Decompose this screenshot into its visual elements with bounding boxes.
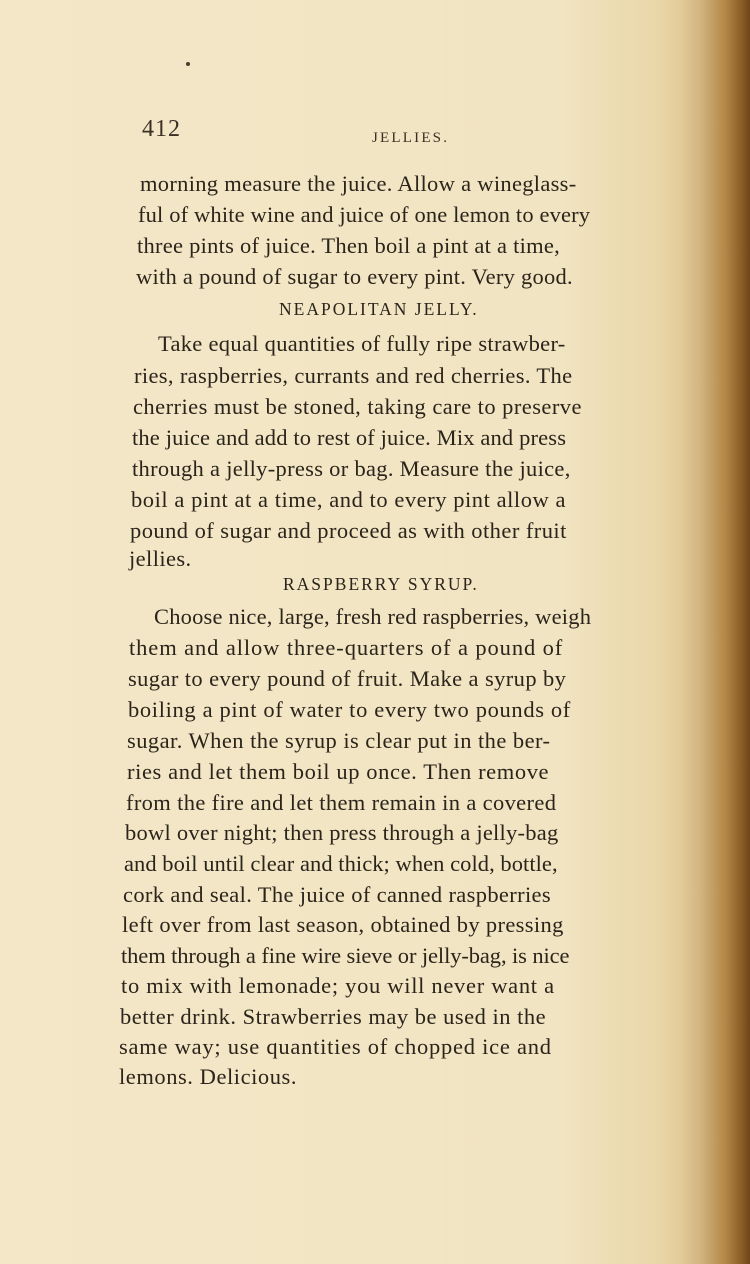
body-line: jellies.: [129, 546, 192, 571]
body-line: ries and let them boil up once. Then remove: [127, 759, 550, 784]
body-line: left over from last season, obtained by pressing: [122, 912, 564, 937]
body-line: from the fire and let them remain in a covered: [126, 790, 557, 815]
body-line: ful of white wine and juice of one lemon to every: [138, 202, 591, 227]
body-line: sugar to every pound of fruit. Make a syrup by: [128, 666, 567, 691]
body-line: boiling a pint of water to every two pounds of: [128, 697, 571, 722]
body-line: morning measure the juice. Allow a wineglass-: [140, 171, 577, 196]
body-line: boil a pint at a time, and to every pint allow a: [131, 487, 567, 512]
body-line: better drink. Strawberries may be used in the: [120, 1004, 547, 1029]
body-line: bowl over night; then press through a jelly-bag: [125, 820, 559, 845]
body-line: cork and seal. The juice of canned raspberries: [123, 882, 551, 907]
body-line: and boil until clear and thick; when cold, bottle,: [124, 851, 558, 876]
body-line: them through a fine wire sieve or jelly-bag, is nice: [121, 943, 570, 968]
body-line: them and allow three-quarters of a pound of: [129, 635, 564, 660]
page-number: 412: [142, 116, 181, 142]
body-line: to mix with lemonade; you will never want a: [121, 973, 555, 998]
body-line: lemons. Delicious.: [119, 1064, 298, 1089]
body-line: three pints of juice. Then boil a pint at a time,: [137, 233, 560, 258]
body-line: pound of sugar and proceed as with other fruit: [130, 518, 567, 543]
body-line: ries, raspberries, currants and red cherries. The: [134, 363, 573, 388]
body-line: same way; use quantities of chopped ice and: [119, 1034, 552, 1059]
body-line: through a jelly-press or bag. Measure the juice,: [132, 456, 571, 481]
body-line: Take equal quantities of fully ripe strawber-: [158, 331, 566, 356]
running-title: JELLIES.: [372, 130, 450, 146]
section-heading: RASPBERRY SYRUP.: [283, 574, 479, 594]
body-line: Choose nice, large, fresh red raspberries, weigh: [154, 604, 592, 629]
body-line: sugar. When the syrup is clear put in the ber-: [127, 728, 551, 753]
section-heading: NEAPOLITAN JELLY.: [279, 299, 479, 319]
body-line: with a pound of sugar to every pint. Very good.: [136, 264, 573, 289]
body-line: the juice and add to rest of juice. Mix and press: [132, 425, 567, 450]
body-line: cherries must be stoned, taking care to preserve: [133, 394, 582, 419]
